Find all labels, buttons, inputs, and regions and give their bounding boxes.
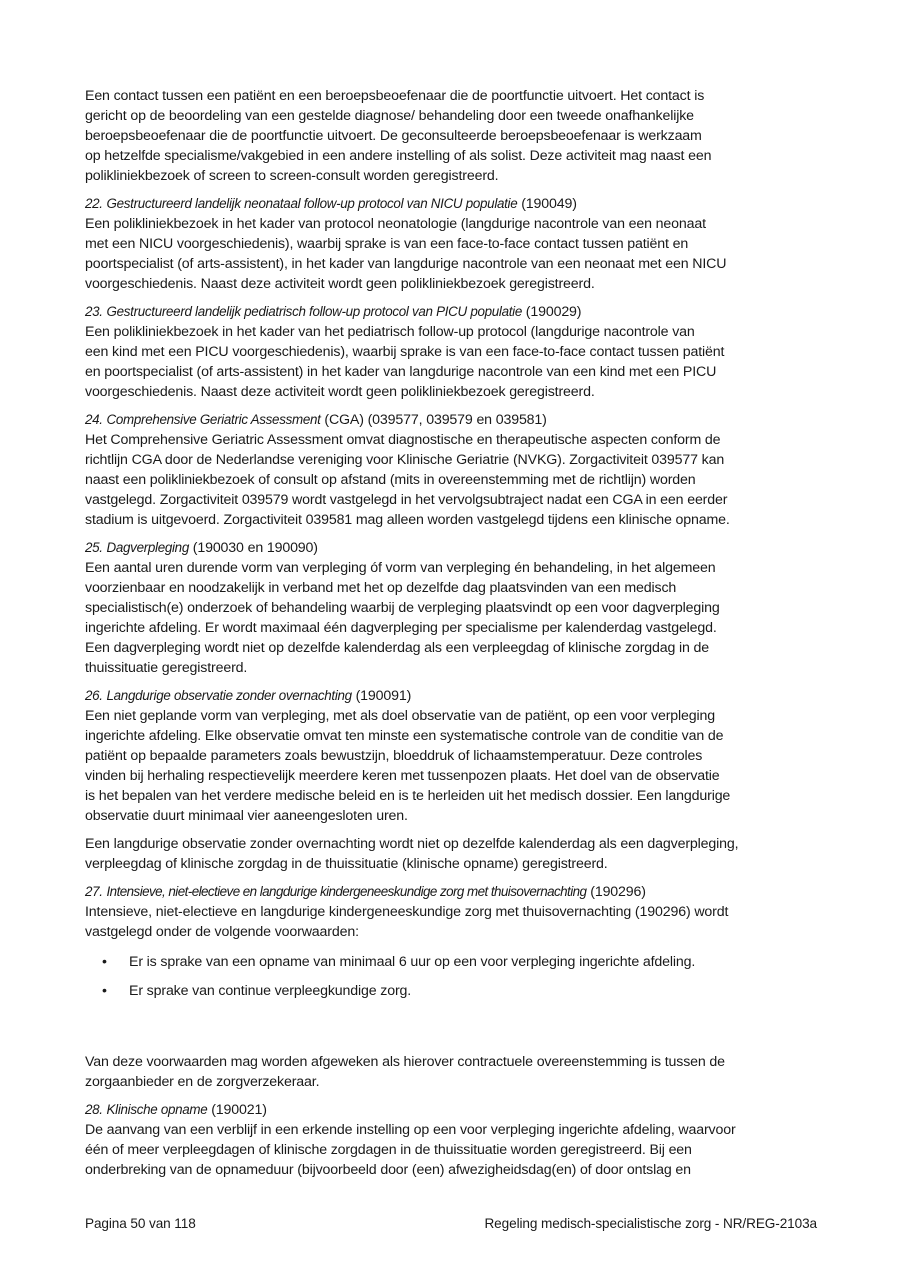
text-line: één of meer verpleegdagen of klinische zorgdagen in de thuissituatie worden geregistreerd. Bij een [85, 1142, 692, 1158]
text-line: Een niet geplande vorm van verpleging, met als doel observatie van de patiënt, op een voor verpleging [85, 708, 716, 724]
text-line: polikliniekbezoek of screen to screen-consult worden geregistreerd. [85, 168, 499, 184]
bullet-icon: • [102, 954, 107, 970]
text-line: een kind met een PICU voorgeschiedenis), waarbij sprake is van een face-to-face contact tussen patiënt [85, 344, 725, 360]
text-line: richtlijn CGA door de Nederlandse vereniging voor Klinische Geriatrie (NVKG). Zorgactiviteit 039577 kan [85, 452, 725, 468]
section-code: (190296) [590, 884, 646, 900]
text-line: Het Comprehensive Geriatric Assessment omvat diagnostische en therapeutische aspecten conform de [85, 432, 721, 448]
section-number: 27. [85, 884, 103, 899]
section-code: (190049) [521, 196, 577, 212]
section-code: (CGA) (039577, 039579 en 039581) [324, 412, 547, 428]
list-item-text: Er is sprake van een opname van minimaal 6 uur op een voor verpleging ingerichte afdeling. [129, 954, 696, 970]
section-heading [85, 302, 825, 322]
text-line: voorgeschiedenis. Naast deze activiteit wordt geen polikliniekbezoek geregistreerd. [85, 276, 595, 292]
text-line: naast een polikliniekbezoek of consult op afstand (mits in overeenstemming met de richtlijn) worden [85, 472, 696, 488]
section-number: 23. [85, 304, 103, 319]
text-line: verpleegdag of klinische zorgdag in de thuissituatie (klinische opname) geregistreerd. [85, 856, 608, 872]
section-number: 25. [85, 540, 103, 555]
text-line: specialistisch(e) onderzoek of behandeling waarbij de verpleging plaatsvindt op een voor dagverpleging [85, 600, 720, 616]
text-line: vinden bij herhaling respectievelijk meerdere keren met tussenpozen plaats. Het doel van de observatie [85, 768, 720, 784]
section-heading [85, 882, 825, 902]
section-26-extra-paragraph [85, 834, 825, 874]
section-number: 28. [85, 1102, 103, 1117]
text-line: vastgelegd. Zorgactiviteit 039579 wordt vastgelegd in het vervolgsubtraject nadat een CGA in een eerder [85, 492, 728, 508]
section-title: Langdurige observatie zonder overnachting [106, 688, 352, 703]
section-number: 22. [85, 196, 103, 211]
text-line: Een polikliniekbezoek in het kader van protocol neonatologie (langdurige nacontrole van een neonaat [85, 216, 706, 232]
section-number: 24. [85, 412, 103, 427]
text-line: onderbreking van de opnameduur (bijvoorbeeld door (een) afwezigheidsdag(en) of door ontslag en [85, 1162, 691, 1178]
text-line: Van deze voorwaarden mag worden afgeweken als hierover contractuele overeenstemming is tussen de [85, 1054, 725, 1070]
text-line: is het bepalen van het verdere medische beleid en is te herleiden uit het medisch dossier. Een langdurige [85, 788, 731, 804]
section-27 [85, 882, 825, 942]
text-line: thuissituatie geregistreerd. [85, 660, 248, 676]
document-page [85, 86, 825, 1188]
text-line: Een aantal uren durende vorm van verpleging óf vorm van verpleging én behandeling, in het algemeen [85, 560, 716, 576]
text-line: Een dagverpleging wordt niet op dezelfde kalenderdag als een verpleegdag of klinische zorgdag in de [85, 640, 710, 656]
text-line: poortspecialist (of arts-assistent), in het kader van langdurige nacontrole van een neonaat met een NICU [85, 256, 727, 272]
text-line: vastgelegd onder de volgende voorwaarden: [85, 924, 359, 940]
conditions-list [85, 952, 825, 1001]
section-heading [85, 410, 825, 430]
intro-paragraph [85, 86, 825, 186]
text-line: ingerichte afdeling. Elke observatie omvat ten minste een systematische controle van de conditie van de [85, 728, 724, 744]
bullet-icon: • [102, 983, 107, 999]
section-title: Intensieve, niet-electieve en langdurige kindergeneeskundige zorg met thuisovernachting [106, 884, 587, 899]
section-heading [85, 1100, 825, 1120]
section-code: (190030 en 190090) [192, 540, 318, 556]
section-title: Gestructureerd landelijk pediatrisch follow-up protocol van PICU populatie [106, 304, 522, 319]
list-item-text: Er sprake van continue verpleegkundige zorg. [129, 983, 412, 999]
text-line: beroepsbeoefenaar die de poortfunctie uitvoert. De geconsulteerde beroepsbeoefenaar is werkzaam [85, 128, 702, 144]
text-line: en poortspecialist (of arts-assistent) in het kader van langdurige nacontrole van een kind met een PICU [85, 364, 717, 380]
section-23 [85, 302, 825, 402]
page-number: Pagina 50 van 118 [85, 1216, 196, 1231]
text-line: observatie duurt minimaal vier aaneengesloten uren. [85, 808, 408, 824]
section-25 [85, 538, 825, 678]
section-27-after-paragraph [85, 1052, 825, 1092]
section-22 [85, 194, 825, 294]
text-line: ingerichte afdeling. Er wordt maximaal één dagverpleging per specialisme per kalenderdag vastgelegd. [85, 620, 717, 636]
list-item [85, 952, 825, 972]
section-number: 26. [85, 688, 103, 703]
text-line: met een NICU voorgeschiedenis), waarbij sprake is van een face-to-face contact tussen patiënt en [85, 236, 689, 252]
section-28 [85, 1100, 825, 1180]
text-line: voorzienbaar en noodzakelijk in verband met het op dezelfde dag plaatsvinden van een medisch [85, 580, 677, 596]
section-title: Klinische opname [106, 1102, 208, 1117]
section-title: Comprehensive Geriatric Assessment [106, 412, 321, 427]
section-24 [85, 410, 825, 530]
section-code: (190029) [525, 304, 582, 320]
text-line: op hetzelfde specialisme/vakgebied in een andere instelling of als solist. Deze activiteit mag naast een [85, 148, 712, 164]
text-line: stadium is uitgevoerd. Zorgactiviteit 039581 mag alleen worden vastgelegd tijdens een klinische opname. [85, 512, 730, 528]
document-reference: Regeling medisch-specialistische zorg - NR/REG-2103a [484, 1216, 817, 1231]
section-title: Gestructureerd landelijk neonataal follow-up protocol van NICU populatie [106, 196, 518, 211]
text-line: Een langdurige observatie zonder overnachting wordt niet op dezelfde kalenderdag als een dagverpleging, [85, 836, 739, 852]
text-line: voorgeschiedenis. Naast deze activiteit wordt geen polikliniekbezoek geregistreerd. [85, 384, 595, 400]
section-title: Dagverpleging [106, 540, 189, 555]
text-line: De aanvang van een verblijf in een erkende instelling op een voor verpleging ingerichte afdeling, waarvoor [85, 1122, 736, 1138]
text-line: gericht op de beoordeling van een gestelde diagnose/ behandeling door een tweede onafhankelijke [85, 108, 694, 124]
text-line: zorgaanbieder en de zorgverzekeraar. [85, 1074, 320, 1090]
section-heading [85, 686, 825, 706]
text-line: Een polikliniekbezoek in het kader van het pediatrisch follow-up protocol (langdurige nacontrole van [85, 324, 695, 340]
text-line: patiënt op bepaalde parameters zoals bewustzijn, bloeddruk of lichaamstemperatuur. Deze controles [85, 748, 703, 764]
section-code: (190021) [211, 1102, 267, 1118]
text-line: Een contact tussen een patiënt en een beroepsbeoefenaar die de poortfunctie uitvoert. Het contact is [85, 88, 705, 104]
section-heading [85, 538, 825, 558]
section-code: (190091) [355, 688, 412, 704]
section-heading [85, 194, 825, 214]
list-item [85, 981, 825, 1001]
text-line: Intensieve, niet-electieve en langdurige kindergeneeskundige zorg met thuisovernachting (190296) wordt [85, 904, 729, 920]
section-26 [85, 686, 825, 826]
vertical-spacer [85, 1010, 825, 1052]
